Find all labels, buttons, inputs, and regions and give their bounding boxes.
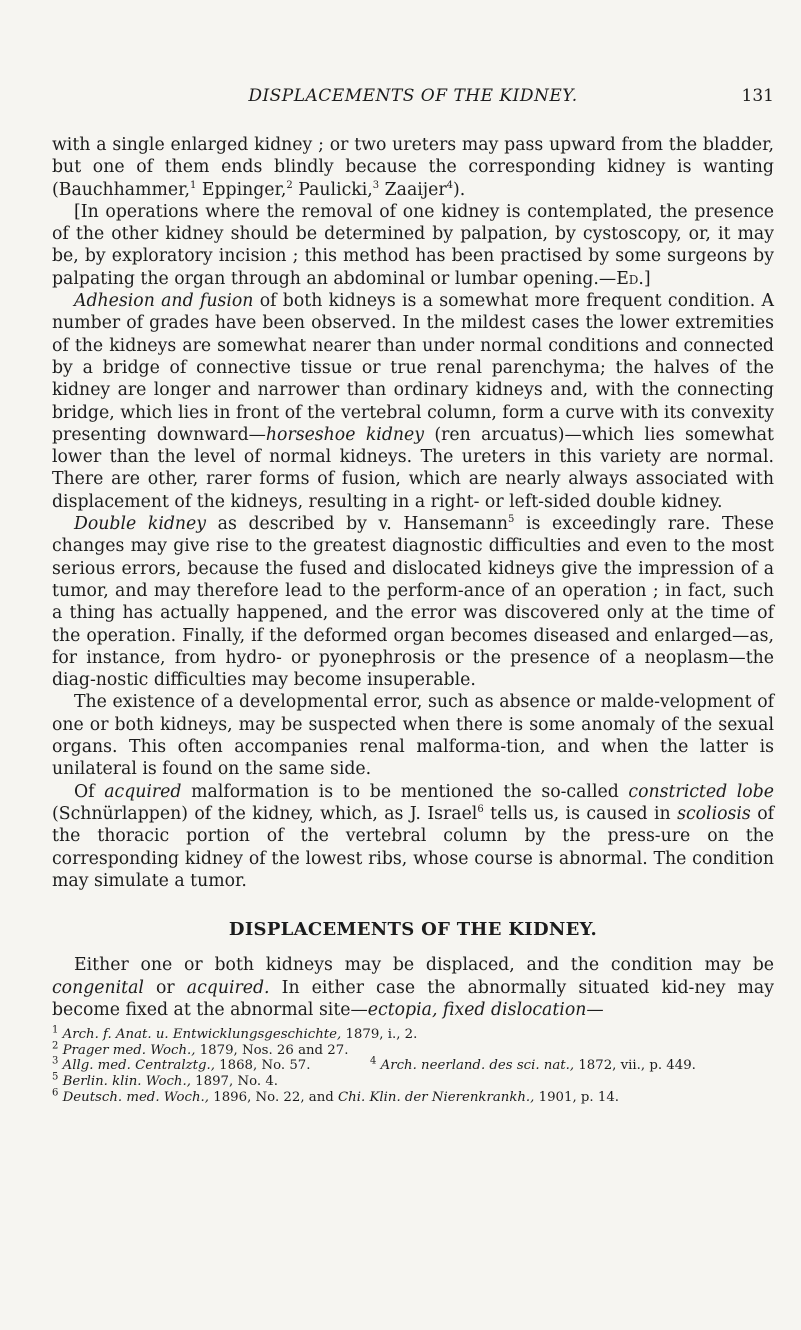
text-span: as described by v. Hansemann — [206, 514, 508, 535]
footnote-number: 3 — [52, 1056, 59, 1068]
text-span: ] — [643, 268, 651, 289]
paragraph — [52, 290, 774, 513]
footnote-text: 1901, p. 14. — [534, 1089, 620, 1105]
footnote-source: Chi. Klin. der Nierenkrankh., — [338, 1089, 535, 1105]
text-span: [In operations where the removal of one kidney is contemplated, the presence of the other kidney should be determined by palpation, by cystoscopy, or, it may be, by exploratory incision ; this method has been practised by some surgeons by palpating the organ through an abdominal or lumbar opening.— — [52, 201, 774, 289]
footnote-text: 1868, No. 57. — [214, 1058, 311, 1074]
footnote-ref: 6 — [477, 804, 484, 816]
page-number: 131 — [741, 86, 774, 106]
text-span: (Schnürlappen) of the kidney, which, as J. Israel — [52, 803, 478, 824]
section-heading: DISPLACEMENTS OF THE KIDNEY. — [228, 919, 598, 941]
text-span: The existence of a developmental error, such as absence or malde-velopment of one or both kidneys, may be suspected when there is some anomaly of the sexual organs. This often accompanies renal malforma-tion, and when the latter is unilateral is found on the same side. — [52, 692, 774, 780]
text-span: is exceedingly rare. These changes may give rise to the greatest diagnostic difficulties and even to the most serious errors, because the fused and dislocated kidneys give the impression of a tumor, and may therefore lead to the perform-ance of an operation ; in fact, such a thing has actually happened, and the error was discovered only at the time of the operation. Finally, if the deformed organ becomes diseased and enlarged—as, for instance, from hydro- or pyonephrosis or the presence of a neoplasm—the diag-nostic difficulties may become insuperable. — [52, 514, 774, 691]
footnote — [52, 1087, 774, 1106]
text-span: (ren arcuatus)—which lies somewhat lower than the level of normal kidneys. The ureters in this variety are normal. There are other, rarer forms of fusion, which are nearly always associated with displacement of the kidneys, resulting in a right- or left-sided double kidney. — [52, 424, 775, 512]
footnote-ref: 1 — [189, 179, 197, 191]
text-span: Eppinger, — [196, 179, 287, 200]
italic-term: congenital — [52, 977, 144, 998]
footnote-source: Arch. neerland. des sci. nat., — [380, 1058, 575, 1074]
text-span: — — [586, 999, 604, 1020]
text-span: Of — [74, 781, 105, 802]
text-span: Either one or both kidneys may be displaced, and the condition may be — [74, 955, 774, 976]
footnote-text: 1897, No. 4. — [190, 1074, 279, 1090]
footnote — [370, 1058, 696, 1074]
text-span: In either case the abnormally situated kid-ney may become fixed at the abnormal site— — [52, 977, 774, 1020]
text-span: of both kidneys is a somewhat more frequent condition. A number of grades have been observed. In the mildest cases the lower extremities of the kidneys are somewhat nearer than under normal conditions and connected by a bridge of connective tissue or true renal parenchyma; the halves of the kidney are longer and narrower than ordinary kidneys and, with the connecting bridge, which lies in front of the vertebral column, form a curve with its convexity presenting downward— — [52, 291, 774, 445]
text-span: ). — [453, 179, 466, 200]
italic-term: constricted lobe — [628, 781, 774, 802]
text-span: malformation is to be mentioned the so-called — [181, 781, 629, 802]
paragraph — [52, 691, 774, 780]
footnote-text: 1896, No. 22, and — [209, 1089, 338, 1105]
italic-term: ectopia, fixed dislocation — [367, 999, 587, 1020]
paragraph — [52, 134, 774, 201]
footnote-ref: 5 — [507, 514, 515, 526]
book-page — [52, 86, 774, 1105]
footnote — [52, 1040, 774, 1059]
text-span: Zaaijer — [379, 179, 447, 200]
footnote-source: Prager med. Woch., — [62, 1042, 196, 1058]
footnote-text: 1879, Nos. 26 and 27. — [195, 1042, 349, 1058]
italic-term: acquired — [104, 781, 182, 802]
italic-term: acquired. — [186, 977, 270, 998]
text-span: Paulicki, — [292, 179, 373, 200]
italic-term: horseshoe kidney — [265, 424, 425, 445]
footnote-row — [52, 1058, 774, 1074]
italic-term: Adhesion and fusion — [74, 291, 254, 312]
footnote — [52, 1024, 774, 1043]
footnote-number: 6 — [52, 1087, 59, 1099]
footnote-number: 1 — [52, 1024, 59, 1036]
paragraph — [52, 781, 774, 892]
footnote-text: 1879, i., 2. — [341, 1027, 418, 1043]
running-title: DISPLACEMENTS OF THE KIDNEY. — [248, 86, 578, 106]
footnote-source: Berlin. klin. Woch., — [62, 1074, 191, 1090]
footnote-ref: 4 — [446, 179, 454, 191]
text-span: with a single enlarged kidney ; or two ureters may pass upward from the bladder, but one of them ends blindly because the corresponding kidney is wanting (Bauchhammer, — [52, 135, 774, 200]
footnote-ref: 3 — [372, 179, 380, 191]
footnote — [52, 1058, 370, 1074]
footnote-source: Allg. med. Centralztg., — [62, 1058, 215, 1074]
footnote — [52, 1071, 774, 1090]
footnote-text: 1872, vii., p. 449. — [574, 1058, 696, 1074]
running-head — [52, 86, 774, 108]
italic-term: scoliosis — [677, 803, 751, 824]
footnote-source: Arch. f. Anat. u. Entwicklungsgeschichte, — [62, 1027, 342, 1043]
text-span: or — [143, 977, 187, 998]
body-text — [52, 134, 774, 1021]
italic-term: Double kidney — [74, 514, 207, 535]
footnote-number: 5 — [52, 1071, 59, 1083]
footnote-number: 2 — [52, 1040, 59, 1052]
footnotes — [52, 1024, 774, 1105]
text-span: of the thoracic portion of the vertebral column by the press-ure on the corresponding kidney of the lowest ribs, whose course is abnormal. The condition may simulate a tumor. — [52, 803, 774, 891]
paragraph — [52, 513, 774, 691]
footnote-ref: 2 — [286, 179, 293, 191]
footnote-number: 4 — [370, 1056, 377, 1068]
paragraph-editor-note — [52, 201, 774, 290]
paragraph — [52, 954, 774, 1021]
footnote-source: Deutsch. med. Woch., — [62, 1089, 210, 1105]
editor-mark: Ed. — [616, 268, 644, 289]
text-span: tells us, is caused in — [483, 803, 678, 824]
